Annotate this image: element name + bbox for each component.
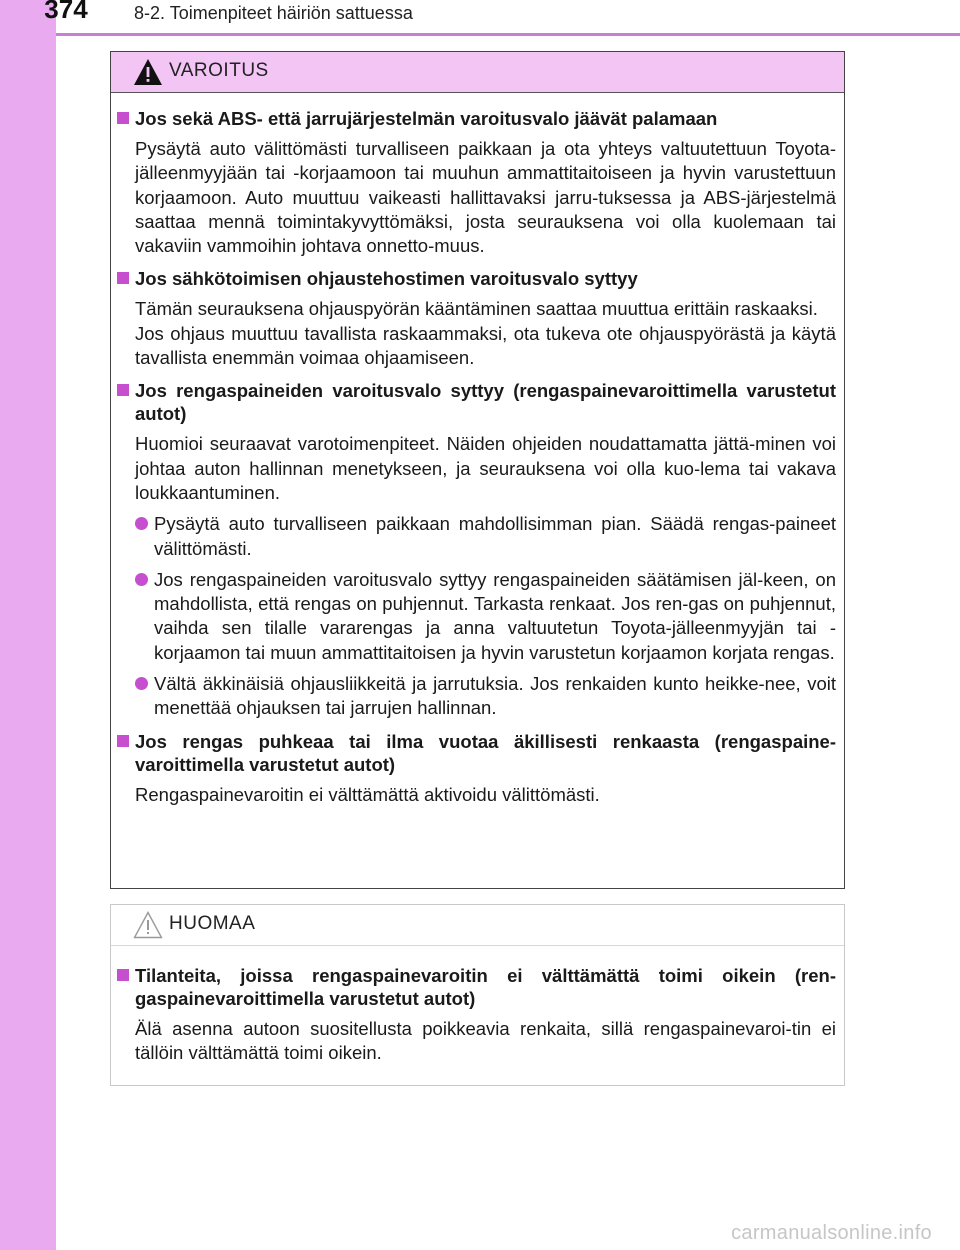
notice-body [111,946,844,1066]
warning-label: VAROITUS [169,60,269,81]
notice-label: HUOMAA [169,913,256,934]
warning-item-paragraph: Tämän seurauksena ohjauspyörän kääntäminen saattaa muuttua erittäin raskaaksi. [135,298,818,320]
warning-item-paragraph: Jos ohjaus muuttuu tavallista raskaammaksi, ota tukeva ote ohjauspyörästä ja käytä tavallista enemmän voimaa ohjaamiseen. [135,322,836,369]
square-bullet-icon [117,384,129,396]
warning-bullet: Pysäytä auto turvalliseen paikkaan mahdollisimman pian. Säädä rengas-paineet välittömästi. [135,512,836,561]
left-margin-band [0,0,56,1250]
watermark: carmanualsonline.info [731,1222,932,1244]
notice-item-heading: Tilanteita, joissa rengaspainevaroitin ei välttämättä toimi oikein (ren-gaspainevaroittimella varustetut autot) [117,964,836,1010]
warning-item-heading: Jos sähkötoimisen ohjaustehostimen varoitusvalo syttyy [117,267,836,290]
notice-header [111,905,844,946]
round-bullet-icon [135,677,148,690]
page-number: 374 [44,0,88,24]
square-bullet-icon [117,735,129,747]
warning-bullet: Jos rengaspaineiden varoitusvalo syttyy rengaspaineiden säätämisen jäl-keen, on mahdollista, että rengas on puhjennut. Tarkasta renkaat. Jos ren-gas on puhjennut, vaihda sen tilalle vararengas ja anna valtuutetun Toyota-jälleenmyyjän tai -korjaamon tai muun ammattitaitoisen ja hyvin varustetun korjaamon korjata rengas. [135,568,836,665]
warning-item-heading: Jos sekä ABS- että jarrujärjestelmän varoitusvalo jäävät palamaan [117,107,836,130]
section-title: 8-2. Toimenpiteet häiriön sattuessa [134,3,413,23]
notice-box [110,904,845,1086]
warning-box [110,51,845,889]
warning-item-heading: Jos rengas puhkeaa tai ilma vuotaa äkillisesti renkaasta (rengaspaine-varoittimella varustetut autot) [117,730,836,776]
warning-triangle-icon [133,58,163,86]
warning-body [111,93,844,807]
notice-item-paragraph: Älä asenna autoon suositellusta poikkeavia renkaita, sillä rengaspainevaroi-tin ei tällöin välttämättä toimi oikein. [135,1018,836,1064]
warning-item-paragraph: Huomioi seuraavat varotoimenpiteet. Näiden ohjeiden noudattamatta jättä-minen voi johtaa auton hallinnan menetykseen, ja seurauksena voi olla kuo-lema tai vakava loukkaantuminen. [135,433,836,503]
caution-triangle-icon [133,911,163,939]
warning-item-heading: Jos rengaspaineiden varoitusvalo syttyy (rengaspainevaroittimella varustetut autot) [117,379,836,425]
round-bullet-icon [135,517,148,530]
warning-item-paragraph: Pysäytä auto välittömästi turvalliseen paikkaan ja ota yhteys valtuutettuun Toyota-jälleenmyyjään tai -korjaamoon tai muuhun ammattitaitoiseen ja hyvin varustettuun korjaamoon. Auto muuttuu vaikeasti hallittavaksi jarru-tuksessa ja ABS-järjestelmä saattaa mennä toimintakyvyttömäksi, josta seurauksena voi olla kuolemaan tai vakaviin vammoihin johtava onnetto-muus. [135,138,836,257]
round-bullet-icon [135,573,148,586]
warning-header [111,52,844,93]
square-bullet-icon [117,969,129,981]
warning-item-paragraph: Rengaspainevaroitin ei välttämättä aktivoidu välittömästi. [135,783,600,805]
square-bullet-icon [117,112,129,124]
warning-bullet: Vältä äkkinäisiä ohjausliikkeitä ja jarrutuksia. Jos renkaiden kunto heikke-nee, voit menettää ohjauksen tai jarrujen hallinnan. [135,672,836,721]
square-bullet-icon [117,272,129,284]
